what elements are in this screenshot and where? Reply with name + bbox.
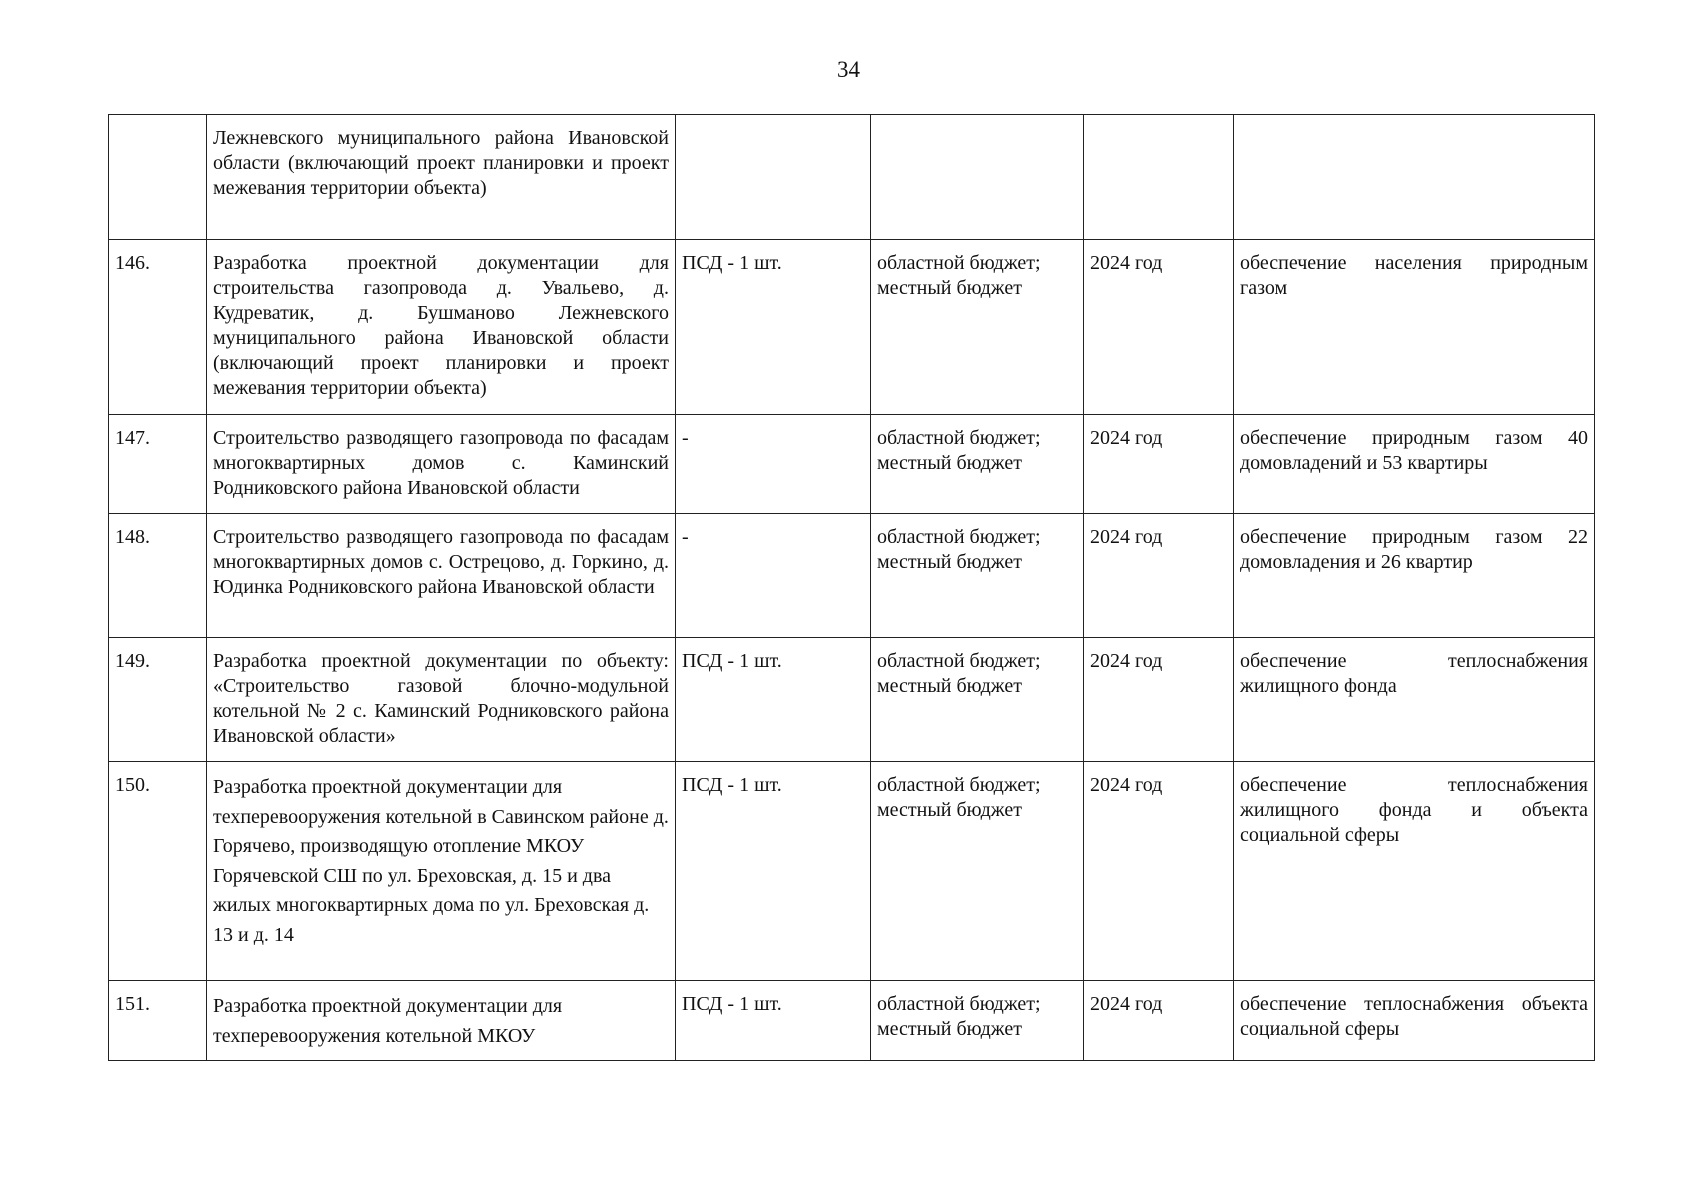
table-row [109,240,1595,415]
row-result: ПСД - 1 шт. [676,638,871,762]
row-outcome: обеспечение природным газом 40 домовладений и 53 квартиры [1234,415,1595,514]
row-funding: областной бюджет; местный бюджет [871,638,1084,762]
row-period: 2024 год [1084,762,1234,981]
row-funding: областной бюджет; местный бюджет [871,762,1084,981]
table-row [109,762,1595,981]
row-period [1084,115,1234,240]
row-description: Строительство разводящего газопровода по фасадам многоквартирных домов с. Каминский Родниковского района Ивановской области [207,415,676,514]
page-number: 34 [837,57,860,82]
row-number: 146. [109,240,207,415]
table-row [109,514,1595,638]
row-number: 147. [109,415,207,514]
row-result: - [676,514,871,638]
row-description: Разработка проектной документации для техперевооружения котельной МКОУ [207,981,676,1061]
row-description: Разработка проектной документации по объекту: «Строительство газовой блочно-модульной котельной № 2 с. Каминский Родниковского района Ивановской области» [207,638,676,762]
row-period: 2024 год [1084,415,1234,514]
row-number: 149. [109,638,207,762]
row-description: Разработка проектной документации для техперевооружения котельной в Савинском районе д. Горячево, производящую отопление МКОУ Горячевской СШ по ул. Бреховская, д. 15 и два жилых многоквартирных дома по ул. Бреховская д. 13 и д. 14 [207,762,676,981]
row-number: 148. [109,514,207,638]
row-outcome: обеспечение теплоснабжения жилищного фонда и объекта социальной сферы [1234,762,1595,981]
row-funding: областной бюджет; местный бюджет [871,415,1084,514]
row-result [676,115,871,240]
row-result: ПСД - 1 шт. [676,240,871,415]
row-outcome: обеспечение теплоснабжения жилищного фонда [1234,638,1595,762]
row-number: 151. [109,981,207,1061]
row-funding [871,115,1084,240]
table-row [109,115,1595,240]
table-row [109,638,1595,762]
table-row [109,981,1595,1061]
row-funding: областной бюджет; местный бюджет [871,240,1084,415]
row-outcome [1234,115,1595,240]
row-number [109,115,207,240]
row-period: 2024 год [1084,514,1234,638]
measures-table [108,114,1595,1061]
row-outcome: обеспечение теплоснабжения объекта социальной сферы [1234,981,1595,1061]
row-result: ПСД - 1 шт. [676,762,871,981]
row-period: 2024 год [1084,981,1234,1061]
row-description: Разработка проектной документации для строительства газопровода д. Увальево, д. Кудреватик, д. Бушманово Лежневского муниципального района Ивановской области (включающий проект планировки и проект межевания территории объекта) [207,240,676,415]
row-outcome: обеспечение природным газом 22 домовладения и 26 квартир [1234,514,1595,638]
row-funding: областной бюджет; местный бюджет [871,514,1084,638]
row-period: 2024 год [1084,638,1234,762]
row-number: 150. [109,762,207,981]
row-period: 2024 год [1084,240,1234,415]
row-description: Лежневского муниципального района Ивановской области (включающий проект планировки и проект межевания территории объекта) [207,115,676,240]
row-result: - [676,415,871,514]
table-row [109,415,1595,514]
row-result: ПСД - 1 шт. [676,981,871,1061]
row-description: Строительство разводящего газопровода по фасадам многоквартирных домов с. Острецово, д. Горкино, д. Юдинка Родниковского района Ивановской области [207,514,676,638]
row-funding: областной бюджет; местный бюджет [871,981,1084,1061]
row-outcome: обеспечение населения природным газом [1234,240,1595,415]
